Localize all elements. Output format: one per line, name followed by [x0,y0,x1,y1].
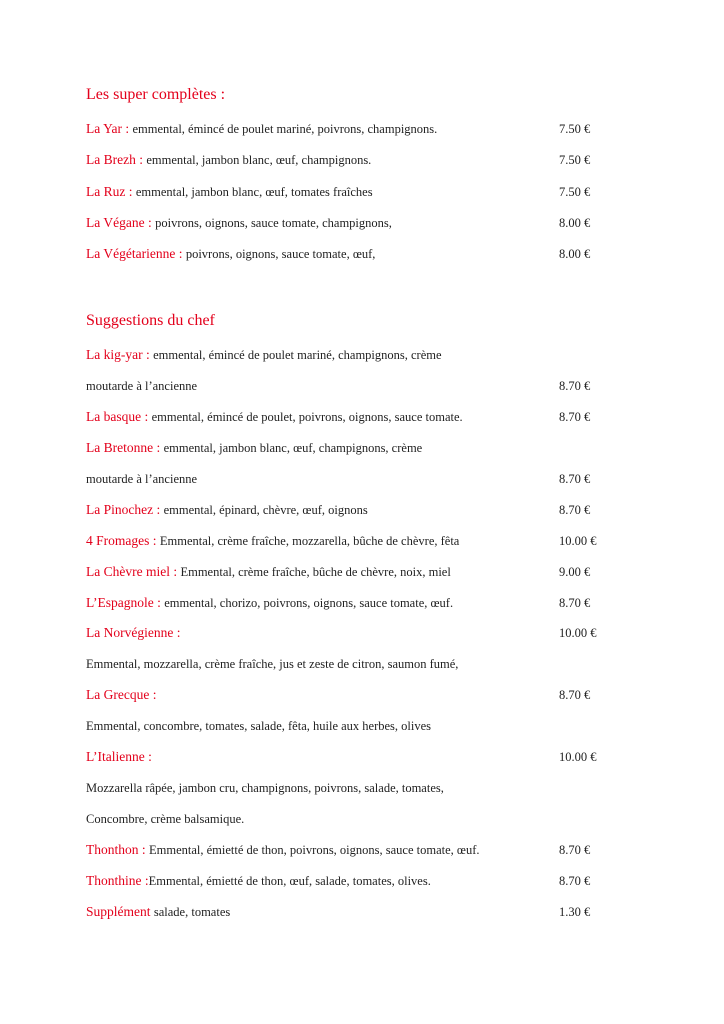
menu-item [86,119,626,150]
item-name: La basque : [86,408,152,424]
menu-item [86,345,626,376]
menu-item [86,840,626,871]
menu-item [86,407,626,438]
menu-item [86,150,626,181]
item-description: moutarde à l’ancienne [86,378,198,393]
item-name: La Brezh : [86,152,147,168]
item-name: La Végétarienne : [86,246,186,261]
menu-item [86,623,626,654]
item-description: salade, tomates [153,904,231,919]
section-title-super-completes: Les super complètes : [86,86,226,103]
item-price: 8.00 € [559,215,591,230]
item-description: moutarde à l’ancienne [86,471,198,486]
menu-list-suggestions [86,345,626,933]
item-price: 9.00 € [559,564,591,579]
item-description: emmental, jambon blanc, œuf, champignons, crème [163,440,423,455]
item-description: Emmental, concombre, tomates, salade, fêta, huile aux herbes, olives [86,719,432,734]
item-description: Emmental, crème fraîche, bûche de chèvre, noix, miel [180,564,451,579]
menu-item [86,902,626,933]
menu-item [86,809,626,840]
item-price: 8.70 € [559,471,591,486]
menu-item [86,562,626,593]
item-description: Emmental, mozzarella, crème fraîche, jus et zeste de citron, saumon fumé, [86,657,459,672]
item-description: emmental, jambon blanc, œuf, champignons. [146,153,372,168]
menu-item [86,716,626,747]
menu-list-super-completes [86,119,626,275]
item-price: 8.70 € [559,843,591,857]
item-name: Thonthon : [86,842,149,857]
item-price: 8.70 € [559,595,591,610]
item-description: poivrons, oignons, sauce tomate, œuf, [185,247,376,261]
item-description: poivrons, oignons, sauce tomate, champignons, [155,215,392,230]
item-price: 10.00 € [559,533,597,548]
item-name: La Ruz : [86,183,136,199]
item-name: La kig-yar : [86,347,154,362]
menu-item [86,654,626,685]
item-name: 4 Fromages : [86,532,160,548]
item-description: Emmental, émietté de thon, œuf, salade, tomates, olives. [148,873,431,888]
menu-item [86,778,626,809]
item-description: emmental, épinard, chèvre, œuf, oignons [163,502,368,517]
section-title-suggestions: Suggestions du chef [86,312,215,329]
menu-item [86,685,626,716]
item-description: emmental, émincé de poulet mariné, champignons, crème [153,348,442,362]
menu-item [86,469,626,500]
item-price: 1.30 € [559,904,591,919]
item-price: 8.70 € [559,502,591,517]
item-price: 8.70 € [559,409,591,424]
item-price: 7.50 € [559,153,591,168]
menu-item [86,593,626,624]
item-price: 8.70 € [559,688,591,703]
item-name: La Yar : [86,121,133,136]
item-name: La Bretonne : [86,439,164,455]
item-price: 8.70 € [559,378,591,393]
item-name: L’Italienne : [86,749,152,765]
item-name: La Grecque : [86,687,157,703]
item-price: 8.00 € [559,247,591,261]
menu-item [86,871,626,902]
item-price: 10.00 € [559,626,597,641]
item-description: emmental, jambon blanc, œuf, tomates fraîches [135,184,373,199]
item-description: emmental, chorizo, poivrons, oignons, sauce tomate, œuf. [164,595,454,610]
menu-item [86,244,626,275]
item-name: Thonthine : [86,872,149,888]
item-name: Supplément [86,903,154,919]
item-description: Mozzarella râpée, jambon cru, champignons, poivrons, salade, tomates, [86,781,444,796]
item-price: 10.00 € [559,750,597,765]
item-name: La Végane : [86,214,156,230]
item-description: Concombre, crème balsamique. [86,812,245,827]
item-name: La Pinochez : [86,501,164,517]
item-description: emmental, émincé de poulet mariné, poivrons, champignons. [132,122,438,136]
menu-item [86,500,626,531]
menu-item [86,438,626,469]
item-name: L’Espagnole : [86,594,165,610]
item-description: Emmental, émietté de thon, poivrons, oignons, sauce tomate, œuf. [149,843,480,857]
menu-item [86,182,626,213]
menu-item [86,213,626,244]
item-name: La Norvégienne : [86,625,181,641]
menu-item [86,531,626,562]
item-description: emmental, émincé de poulet, poivrons, oignons, sauce tomate. [151,409,463,424]
item-description: Emmental, crème fraîche, mozzarella, bûche de chèvre, fêta [159,533,460,548]
item-price: 8.70 € [559,873,591,888]
item-price: 7.50 € [559,122,591,136]
menu-item [86,747,626,778]
menu-item [86,376,626,407]
item-price: 7.50 € [559,184,591,199]
item-name: La Chèvre miel : [86,563,181,579]
